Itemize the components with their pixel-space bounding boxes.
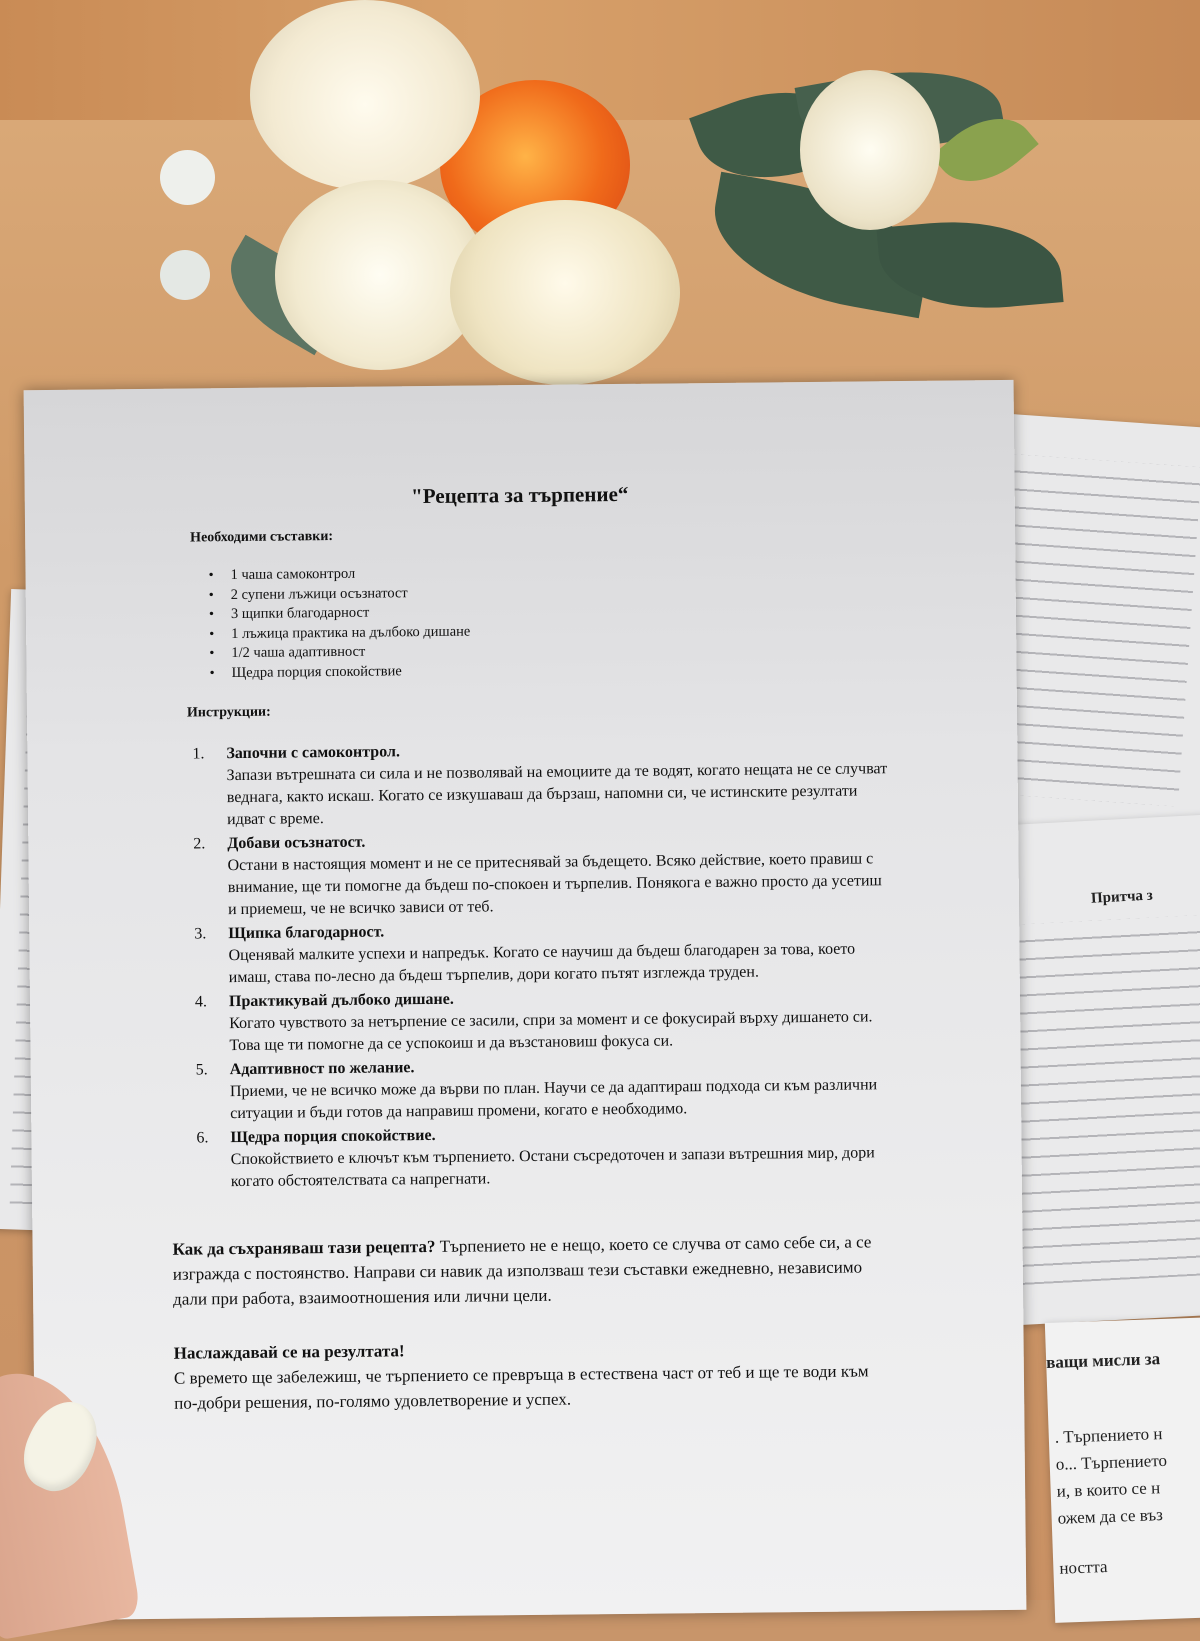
step-number: 6. xyxy=(196,1129,209,1147)
background-paper-heading: Притча з xyxy=(1090,887,1154,907)
ingredient-item: • 1/2 чаша адаптивност xyxy=(231,642,470,664)
step-body: Запази вътрешната си сила и не позволявай на емоциите да те водят, когато нещата не се случват веднага, както искаш. Когато се изкушаваш да бързаш, напомни си, че истинските резултати идват с време. xyxy=(226,760,888,829)
step-title: Щедра порция спокойствие. xyxy=(230,1126,436,1147)
background-paper-line: ността xyxy=(1059,1557,1108,1578)
ingredients-list xyxy=(230,564,470,683)
instruction-step xyxy=(196,1052,897,1125)
result-paragraph xyxy=(174,1333,895,1416)
result-body: С времето ще забележиш, че търпението се превръща в естествена част от теб и ще те води към по-добри решения, по-голямо удовлетворение и успех. xyxy=(173,1361,869,1413)
step-title: Адаптивност по желание. xyxy=(229,1059,415,1079)
background-paper-heading-2: ващи мисли за xyxy=(1045,1349,1161,1373)
ingredient-item: • 1 чаша самоконтрол xyxy=(230,564,469,586)
ingredients-heading: Необходими съставки: xyxy=(190,528,334,546)
background-paper-line: ожем да се въз xyxy=(1057,1505,1164,1528)
step-number: 4. xyxy=(194,993,208,1011)
instruction-step xyxy=(193,826,894,921)
step-number: 3. xyxy=(194,925,207,943)
step-title: Започни с самоконтрол. xyxy=(226,743,401,763)
storage-paragraph xyxy=(172,1229,873,1311)
instruction-step xyxy=(196,1120,897,1193)
step-number: 5. xyxy=(195,1061,208,1079)
step-number: 2. xyxy=(193,835,206,853)
ingredient-item: • Щедра порция спокойствие xyxy=(231,661,470,683)
recipe-document xyxy=(24,380,1027,1620)
flower-bouquet xyxy=(100,0,1080,400)
ingredient-item: • 1 лъжица практика на дълбоко дишане xyxy=(231,622,470,644)
step-title: Практикувай дълбоко дишане. xyxy=(228,990,454,1011)
document-title: "Рецепта за търпение“ xyxy=(410,481,629,509)
step-title: Добави осъзнатост. xyxy=(227,833,366,853)
step-body: Приеми, че не всичко може да върви по план. Научи се да адаптираш подхода си към различни ситуации и бъди готов да направиш промени, когато е необходимо. xyxy=(229,1076,878,1123)
ingredient-item: • 3 щипки благодарност xyxy=(231,603,470,625)
instructions-heading: Инструкции: xyxy=(186,704,271,721)
background-paper-right-bottom xyxy=(1045,1317,1200,1623)
background-paper-line: . Търпението н xyxy=(1054,1424,1163,1447)
step-body: Оценявай малките успехи и напредък. Когато се научиш да бъдеш благодарен за това, което имаш, става по-лесно да бъдеш търпелив, дори когато пътят изглежда труден. xyxy=(228,940,856,987)
step-body: Спокойствието е ключът към търпението. Остани съсредоточен и запази вътрешния мир, дори когато обстоятелствата са напрегнати. xyxy=(230,1144,875,1191)
instruction-step xyxy=(194,916,895,989)
instructions-list xyxy=(192,736,897,1195)
storage-heading: Как да съхраняваш тази рецепта? xyxy=(172,1236,436,1259)
step-body: Когато чувството за нетърпение се засили, спри за момент и се фокусирай върху дишането си. Това ще ти помогне да се успокоиш и да възстановиш фокуса си. xyxy=(229,1008,873,1055)
ingredient-item: • 2 супени лъжици осъзнатост xyxy=(231,583,470,605)
instruction-step xyxy=(192,736,893,831)
background-paper-line: о... Търпението xyxy=(1055,1450,1168,1474)
instruction-step xyxy=(195,984,896,1057)
step-body: Остани в настоящия момент и не се притеснявай за бъдещето. Всяко действие, което правиш с внимание, ще ти помогне да бъдеш по-спокоен и търпелив. Понякога е важно просто да усетиш и приемеш, че не всичко зависи от теб. xyxy=(227,850,882,919)
step-title: Щипка благодарност. xyxy=(228,923,385,943)
result-heading: Наслаждавай се на резултата! xyxy=(173,1341,405,1363)
storage-body: Търпението не е нещо, което се случва от само себе си, а се изгражда с постоянство. Направи си навик да използваш тези съставки ежедневно, независимо дали при работа, взаимоотношения или лични цели. xyxy=(172,1232,872,1309)
background-paper-line: и, в които се н xyxy=(1056,1478,1161,1501)
step-number: 1. xyxy=(192,745,205,763)
